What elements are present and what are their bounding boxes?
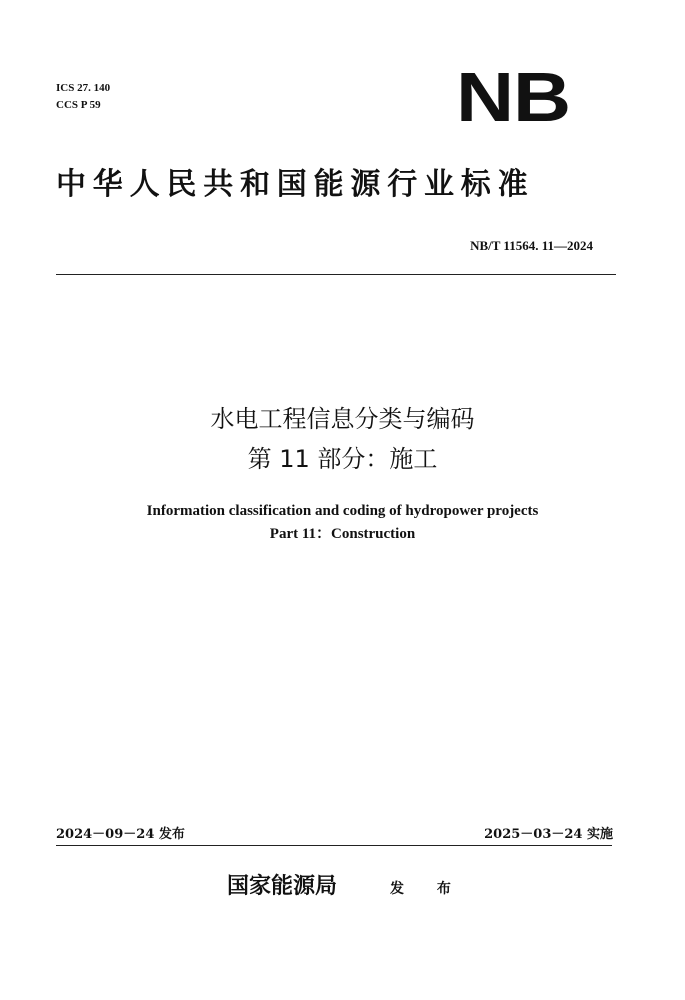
ccs-code: CCS P 59 — [56, 99, 101, 111]
org-title: 中华人民共和国能源行业标准 — [56, 167, 535, 202]
bottom-divider — [56, 845, 612, 846]
issue-date: 2024－09－24 发布 — [56, 827, 185, 842]
issuer-name: 国家能源局 — [227, 873, 338, 899]
top-divider — [56, 274, 616, 275]
title-cn-line2: 第 11 部分：施工 — [247, 445, 438, 473]
implement-date: 2025－03－24 实施 — [484, 827, 613, 842]
title-cn-line1: 水电工程信息分类与编码 — [210, 405, 475, 433]
classification-codes — [56, 80, 110, 114]
title-en-line1: Information classification and coding of hydropower projects — [146, 503, 539, 519]
standard-number: NB/T 11564. 11—2024 — [470, 238, 593, 253]
title-en-line2: Part 11：Construction — [269, 526, 416, 542]
nb-logo: NB — [456, 58, 570, 136]
ics-code: ICS 27. 140 — [56, 82, 111, 94]
issuer-action: 发 布 — [390, 881, 465, 897]
